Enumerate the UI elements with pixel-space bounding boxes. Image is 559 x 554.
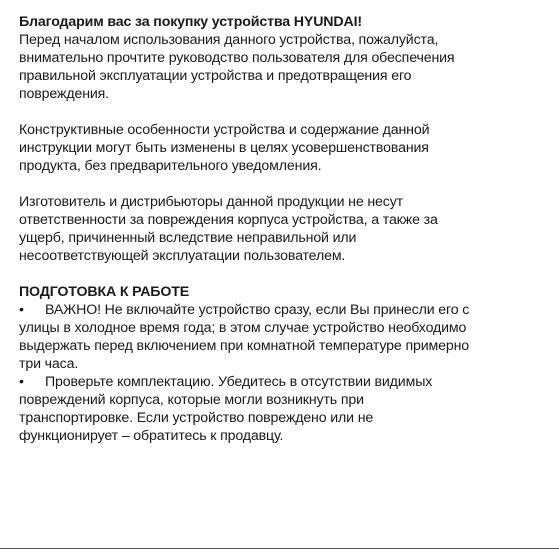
intro-line: Перед началом использования данного устройства, пожалуйста, [19,32,439,48]
bullet-text: Проверьте комплектацию. Убедитесь в отсутствии видимых [45,374,433,390]
bullet-first-line [19,373,555,391]
design-changes-paragraph [19,121,555,175]
page-bottom-divider [0,548,559,549]
bullet-line: транспортировке. Если устройство повреждено или не [19,410,374,426]
bullet-item [19,373,555,445]
bullet-line: функционирует – обратитесь к продавцу. [19,428,284,444]
bullet-text: ВАЖНО! Не включайте устройство сразу, если Вы принесли его с [45,302,470,318]
paragraph-line: Конструктивные особенности устройства и содержание данной [19,122,430,138]
intro-line: правильной эксплуатации устройства и предотвращения его [19,68,412,84]
bullet-line: три часа. [19,356,79,372]
section-heading: ПОДГОТОВКА К РАБОТЕ [19,284,190,300]
bullet-line: улицы в холодное время года; в этом случае устройство необходимо [19,320,467,336]
paragraph-line: Изготовитель и дистрибьюторы данной продукции не несут [19,194,404,210]
intro-line: повреждения. [19,86,109,102]
bullet-first-line [19,301,555,319]
paragraph-line: ответственности за повреждения корпуса устройства, а также за [19,212,438,228]
paragraph-line: продукта, без предварительного уведомления. [19,158,322,174]
paragraph-line: несоответствующей эксплуатации пользователем. [19,248,346,264]
intro-paragraph [19,13,555,103]
paragraph-line: ущерб, причиненный вследствие неправильной или [19,230,357,246]
preparation-section [19,283,555,445]
bullet-line: выдержать перед включением при комнатной температуре примерно [19,338,469,354]
paragraph-line: инструкции могут быть изменены в целях усовершенствования [19,140,429,156]
intro-line: внимательно прочтите руководство пользователя для обеспечения [19,50,455,66]
intro-title: Благодарим вас за покупку устройства HYUNDAI! [19,14,362,30]
bullet-icon: • [19,374,24,390]
liability-paragraph [19,193,555,265]
bullet-line: повреждений корпуса, которые могли возникнуть при [19,392,364,408]
bullet-item [19,301,555,373]
bullet-icon: • [19,302,24,318]
manual-page [19,13,555,445]
